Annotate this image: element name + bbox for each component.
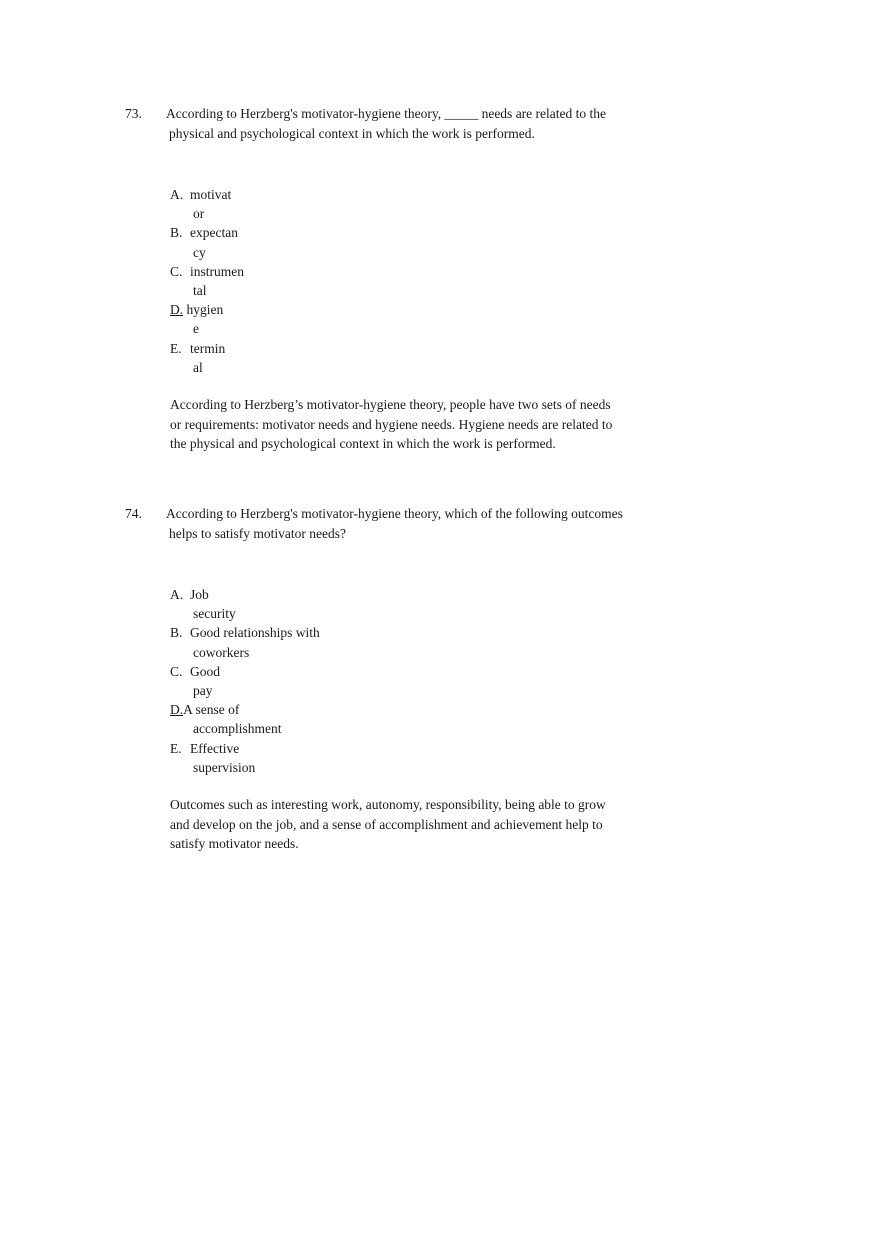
- option-b: [170, 623, 685, 661]
- option-text-cont: e: [193, 321, 199, 337]
- question-text-line: physical and psychological context in which the work is performed.: [169, 126, 535, 141]
- question-text: [166, 104, 659, 144]
- option-text-cont: or: [193, 206, 205, 222]
- explanation-line: the physical and psychological context in which the work is performed.: [170, 436, 556, 452]
- option-a: [170, 185, 685, 223]
- question-text: [166, 504, 659, 544]
- option-d-correct: [170, 700, 685, 738]
- correct-option-letter: D.: [170, 702, 184, 718]
- option-letter: B.: [170, 625, 183, 641]
- option-letter: A.: [170, 187, 184, 202]
- question-header: [125, 504, 685, 544]
- option-text: expectan: [190, 225, 238, 241]
- option-d-correct: [170, 300, 685, 338]
- option-text-cont: security: [193, 606, 236, 622]
- option-b: [170, 223, 685, 261]
- question-header: [125, 104, 685, 144]
- answer-explanation: [170, 395, 650, 454]
- question-73: [125, 104, 685, 454]
- explanation-line: According to Herzberg’s motivator-hygiene theory, people have two sets of needs: [170, 397, 611, 413]
- option-letter: C.: [170, 663, 183, 679]
- correct-option-letter: D.: [170, 302, 184, 318]
- option-text: Good: [190, 663, 220, 679]
- answer-options: [170, 585, 685, 777]
- answer-options: [170, 185, 685, 377]
- option-text-cont: supervision: [193, 759, 256, 775]
- option-text-cont: cy: [193, 244, 206, 260]
- option-text: Effective: [190, 740, 240, 756]
- option-text: hygien: [186, 302, 224, 318]
- option-text: termin: [190, 340, 226, 356]
- question-number: 73.: [125, 106, 142, 121]
- option-text-cont: coworkers: [193, 644, 250, 660]
- option-text-cont: al: [193, 359, 203, 375]
- option-text-cont: tal: [193, 283, 207, 299]
- option-text: Good relationships with: [190, 625, 320, 641]
- option-text-cont: accomplishment: [193, 721, 282, 737]
- option-e: [170, 339, 685, 377]
- option-text: A sense of: [183, 702, 240, 718]
- option-text: Job: [190, 587, 209, 602]
- option-text-cont: pay: [193, 683, 213, 699]
- question-74: [125, 504, 685, 854]
- question-text-line: According to Herzberg's motivator-hygiene theory, _____ needs are related to the: [166, 106, 607, 121]
- option-text: instrumen: [190, 263, 244, 279]
- option-c: [170, 662, 685, 700]
- option-text: motivat: [190, 187, 232, 202]
- explanation-line: Outcomes such as interesting work, autonomy, responsibility, being able to grow: [170, 797, 606, 813]
- explanation-line: or requirements: motivator needs and hygiene needs. Hygiene needs are related to: [170, 416, 613, 432]
- question-text-line: According to Herzberg's motivator-hygiene theory, which of the following outcomes: [166, 506, 623, 521]
- answer-explanation: [170, 795, 650, 854]
- question-text-line: helps to satisfy motivator needs?: [169, 526, 346, 541]
- explanation-line: and develop on the job, and a sense of accomplishment and achievement help to: [170, 816, 603, 832]
- explanation-line: satisfy motivator needs.: [170, 836, 299, 852]
- option-letter: A.: [170, 587, 184, 602]
- option-c: [170, 262, 685, 300]
- question-number: 74.: [125, 506, 142, 521]
- option-letter: C.: [170, 263, 183, 279]
- option-letter: E.: [170, 340, 182, 356]
- option-a: [170, 585, 685, 623]
- option-e: [170, 739, 685, 777]
- option-letter: E.: [170, 740, 182, 756]
- option-letter: B.: [170, 225, 183, 241]
